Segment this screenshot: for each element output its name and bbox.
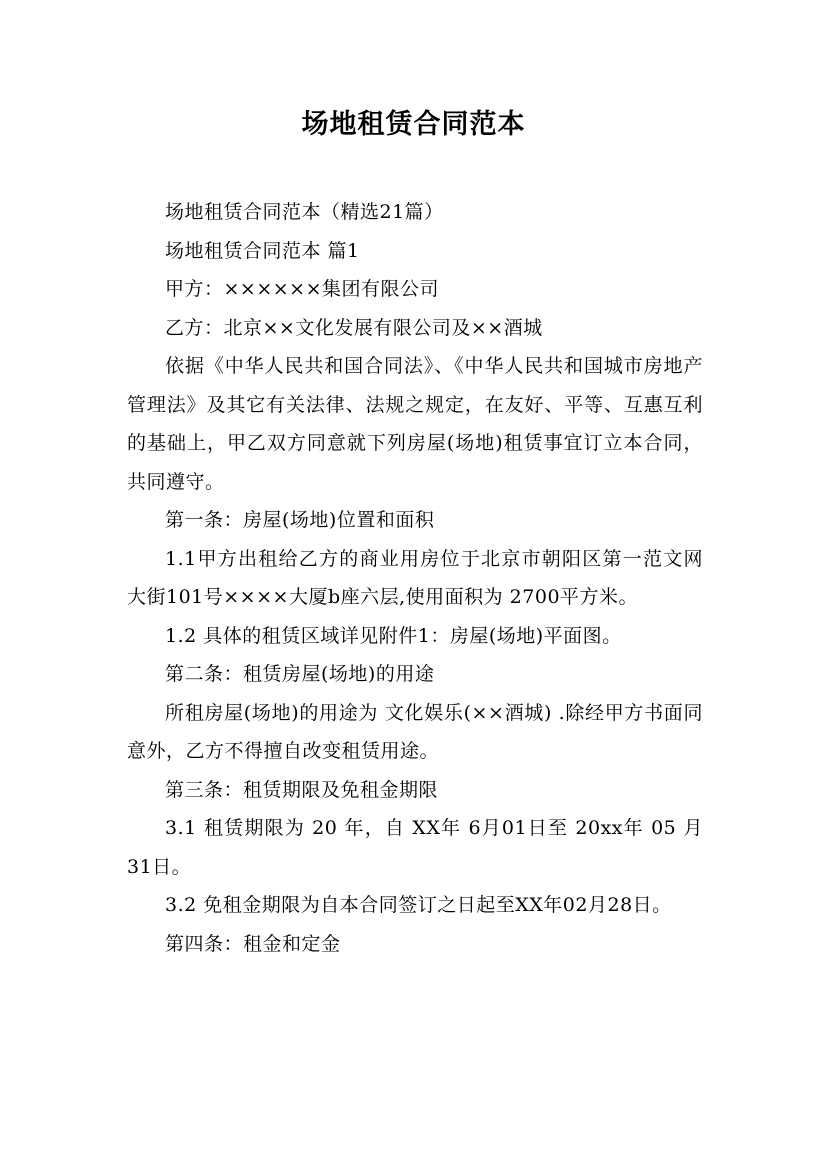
- article-2-heading: 第二条：租赁房屋(场地)的用途: [165, 663, 435, 685]
- article-3-heading: 第三条：租赁期限及免租金期限: [165, 778, 439, 801]
- document-body: [127, 193, 703, 963]
- paragraph-subtitle: 场地租赁合同范本（精选21篇）: [165, 201, 444, 223]
- article-2-body: 所租房屋(场地)的用途为 文化娱乐(××酒城) .除经甲方书面同意外，乙方不得擅自改变租赁用途。: [127, 701, 703, 762]
- article-3-clause-2: 3.2 免租金期限为自本合同签订之日起至XX年02月28日。: [165, 894, 672, 916]
- paragraph-preamble: 依据《中华人民共和国合同法》、《中华人民共和国城市房地产管理法》及其它有关法律、法规之规定，在友好、平等、互惠互利的基础上，甲乙双方同意就下列房屋(场地)租赁事宜订立本合同，共同遵守。: [127, 355, 703, 493]
- article-3-clause-1: 3.1 租赁期限为 20 年，自 XX年 6月01日至 20xx年 05 月 31日。: [127, 817, 703, 878]
- article-1-heading: 第一条：房屋(场地)位置和面积: [165, 509, 435, 531]
- paragraph-party-a: 甲方：××××××集团有限公司: [165, 278, 440, 300]
- article-1-clause-1: 1.1甲方出租给乙方的商业用房位于北京市朝阳区第一范文网大街101号××××大厦b座六层,使用面积为 2700平方米。: [127, 547, 703, 608]
- paragraph-party-b: 乙方：北京××文化发展有限公司及××酒城: [165, 316, 543, 339]
- article-1-clause-2: 1.2 具体的租赁区域详见附件1：房屋(场地)平面图。: [165, 624, 622, 647]
- document-title: 场地租赁合同范本: [301, 109, 526, 140]
- paragraph-section-heading: 场地租赁合同范本 篇1: [165, 239, 360, 262]
- article-4-heading: 第四条：租金和定金: [165, 932, 341, 955]
